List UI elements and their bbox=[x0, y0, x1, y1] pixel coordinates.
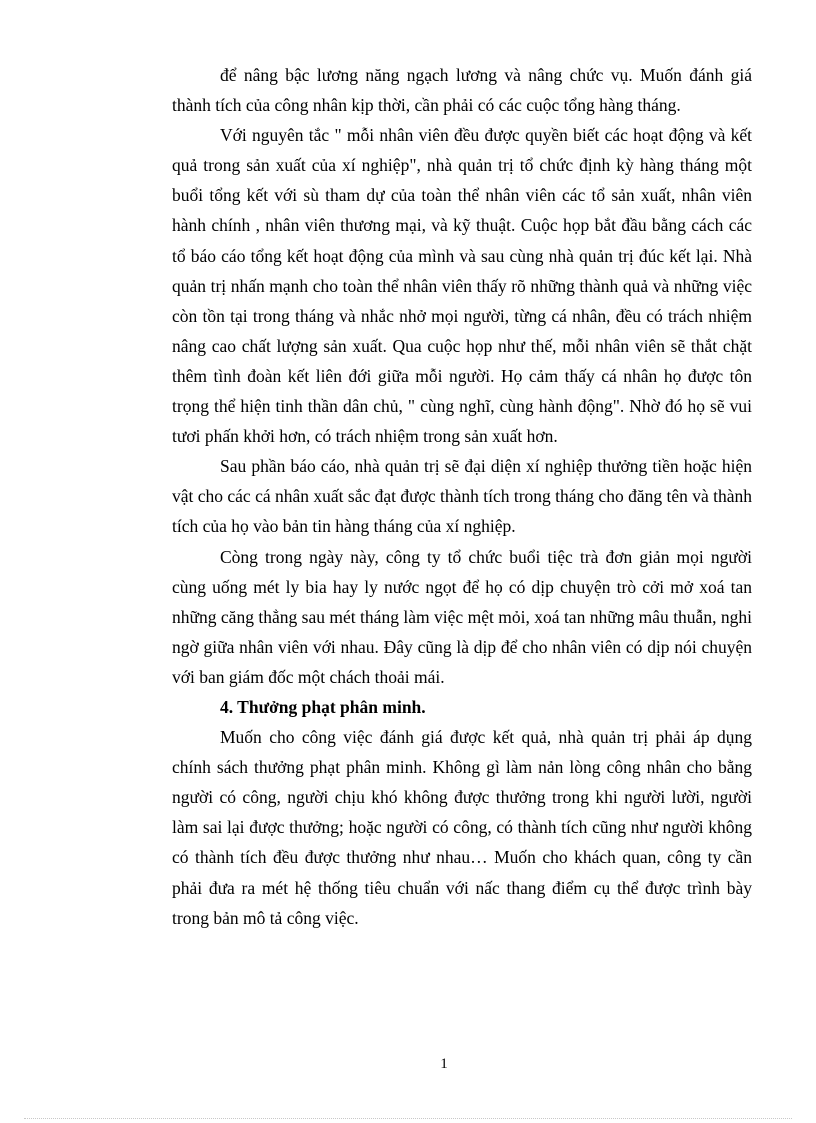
paragraph-awards: Sau phần báo cáo, nhà quản trị sẽ đại diện xí nghiệp thưởng tiền hoặc hiện vật cho các cá nhân xuất sắc đạt được thành tích trong tháng cho đăng tên và thành tích của họ vào bản tin hàng tháng của xí nghiệp. bbox=[172, 456, 752, 537]
paragraph-monthly-meeting: Với nguyên tắc " mỗi nhân viên đều được quyền biết các hoạt động và kết quả trong sản xuất của xí nghiệp", nhà quản trị tổ chức định kỳ hàng tháng một buổi tổng kết với sù tham dự của toàn thể nhân viên các tổ sản xuất, nhân viên hành chính , nhân viên thương mại, và kỹ thuật. Cuộc họp bắt đầu bằng cách các tổ báo cáo tổng kết hoạt động của mình và sau cùng nhà quản trị đúc kết lại. Nhà quản trị nhấn mạnh cho toàn thể nhân viên thấy rõ những thành quả và những việc còn tồn tại trong tháng và nhắc nhở mọi người, từng cá nhân, đều có trách nhiệm nâng cao chất lượng sản xuất. Qua cuộc họp như thế, mỗi nhân viên sẽ thắt chặt thêm tình đoàn kết liên đới giữa mỗi người. Họ cảm thấy cá nhân họ được tôn trọng thể hiện tinh thần dân chủ, " cùng nghĩ, cùng hành động". Nhờ đó họ sẽ vui tươi phấn khởi hơn, có trách nhiệm trong sản xuất hơn. bbox=[172, 125, 752, 447]
paragraph-tea-party: Còng trong ngày này, công ty tổ chức buổi tiệc trà đơn giản mọi người cùng uống mét ly bia hay ly nước ngọt để họ có dịp chuyện trò cởi mở xoá tan những căng thẳng sau mét tháng làm việc mệt mỏi, xoá tan những mâu thuẫn, nghi ngờ giữa nhân viên với nhau. Đây cũng là dịp để cho nhân viên có dịp nói chuyện với ban giám đốc một chách thoải mái. bbox=[172, 546, 752, 687]
page-bottom-divider bbox=[24, 1118, 792, 1119]
paragraph-reward-policy: Muốn cho công việc đánh giá được kết quả, nhà quản trị phải áp dụng chính sách thưởng phạt phân minh. Không gì làm nản lòng công nhân cho bằng người có công, người chịu khó không được thưởng trong khi người lười, người làm sai lại được thưởng; hoặc người có công, có thành tích cũng như người không có thành tích đều được thưởng như nhau… Muốn cho khách quan, công ty cần phải đưa ra mét hệ thống tiêu chuẩn với nấc thang điểm cụ thể được trình bày trong bản mô tả công việc. bbox=[172, 727, 752, 928]
document-page bbox=[172, 60, 752, 933]
page-number: 1 bbox=[440, 1056, 448, 1072]
section-heading: 4. Thưởng phạt phân minh. bbox=[220, 696, 426, 717]
paragraph-continuation: để nâng bậc lương năng ngạch lương và nâng chức vụ. Muốn đánh giá thành tích của công nhân kịp thời, cần phải có các cuộc tổng hàng tháng. bbox=[172, 65, 752, 116]
